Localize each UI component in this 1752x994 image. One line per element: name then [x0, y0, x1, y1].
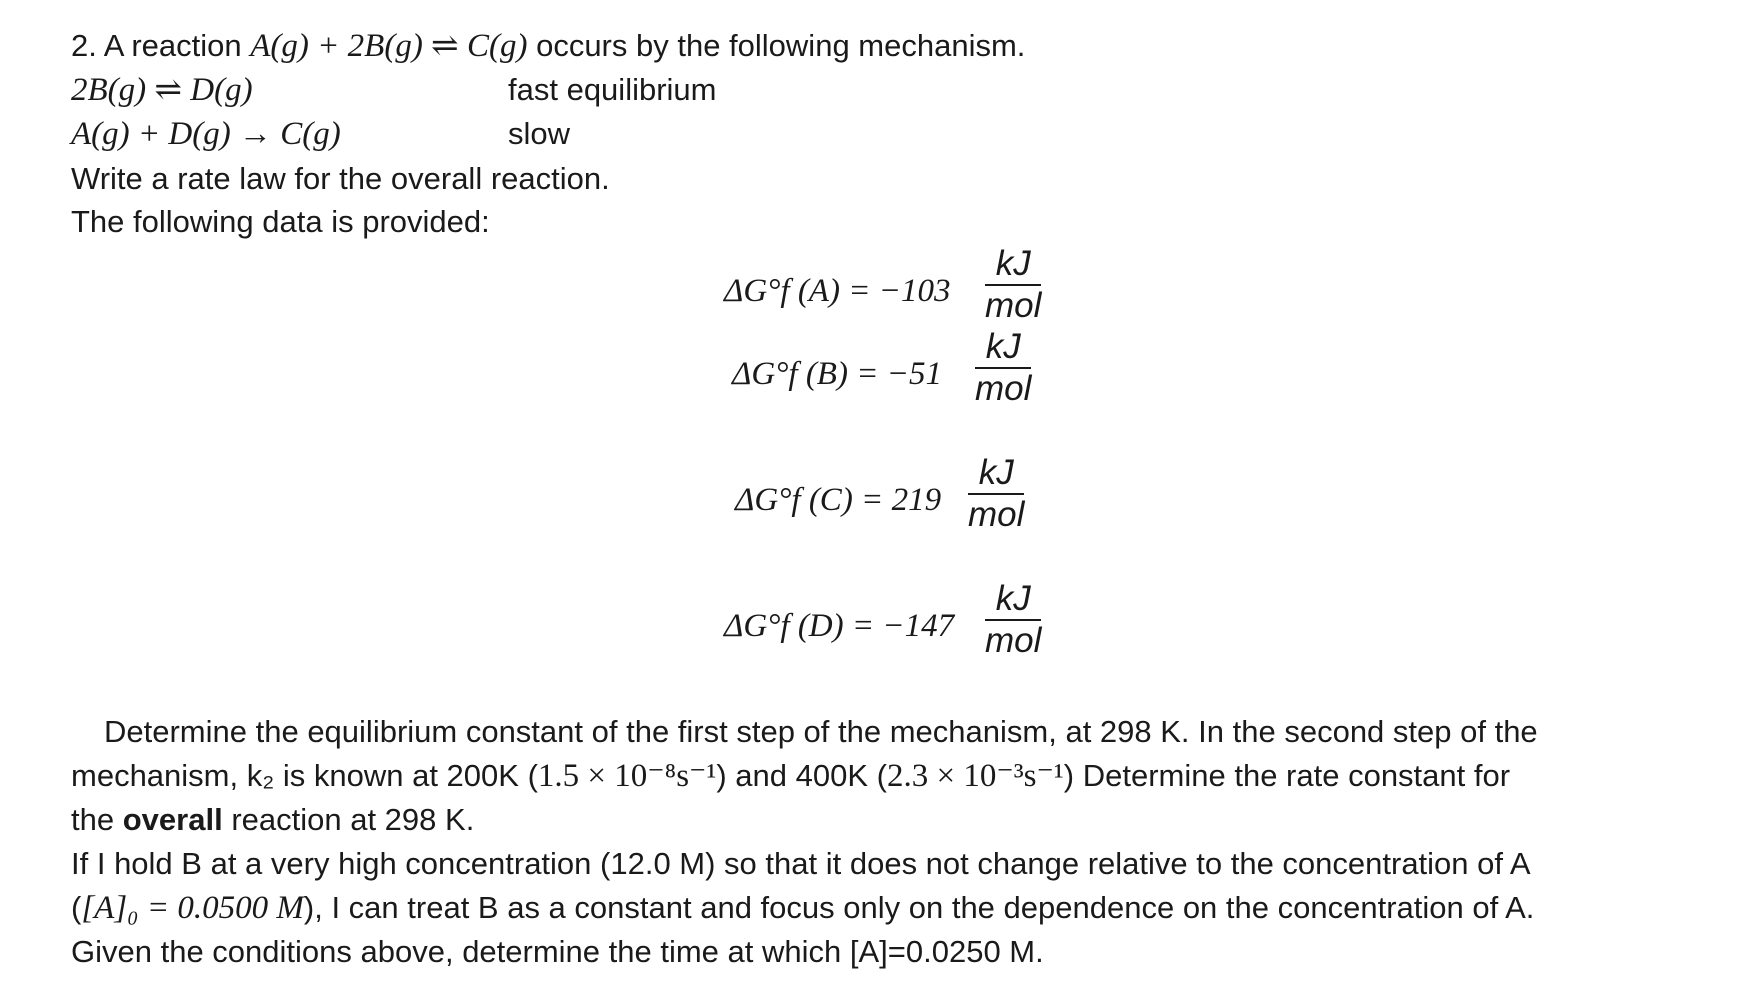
text-the: the: [71, 802, 115, 837]
question-para-1-line-3: [71, 798, 1711, 842]
unit-fraction-d: [985, 579, 1041, 661]
unit-denominator: mol: [985, 286, 1042, 325]
unit-denominator: mol: [975, 369, 1032, 408]
unit-numerator: kJ: [968, 453, 1024, 495]
k2-join-text: ) and 400K (: [716, 758, 887, 793]
k2-end-text: ) Determine the rate constant for: [1063, 758, 1511, 793]
mechanism-step-1-equation: 2B(g) ⇌ D(g): [71, 72, 253, 108]
unit-denominator: mol: [968, 495, 1025, 534]
problem-statement-line: [71, 24, 1025, 68]
problem-number: 2.: [71, 28, 97, 63]
unit-numerator: kJ: [985, 244, 1041, 286]
gibbs-equation-c: [735, 479, 941, 519]
question-para-1-line-1: Determine the equilibrium constant of the first step of the mechanism, at 298 K. In the second step of the: [104, 714, 1538, 749]
unit-fraction-b: [975, 327, 1031, 409]
text-reaction-at: reaction at 298 K.: [231, 802, 475, 837]
bold-overall: overall: [122, 802, 223, 837]
mechanism-step-1-note: fast equilibrium: [508, 72, 717, 107]
gibbs-lhs-b: ΔG°f (B) = −51: [732, 356, 942, 392]
paren-open: (: [71, 890, 82, 925]
k2-at-400k: 2.3 × 10⁻³s⁻¹: [886, 758, 1064, 794]
gibbs-lhs-c: ΔG°f (C) = 219: [735, 482, 942, 518]
gibbs-equation-d: [724, 605, 954, 645]
question-para-2-line-3: Given the conditions above, determine the time at which [A]=0.0250 M.: [71, 934, 1044, 969]
data-intro: The following data is provided:: [71, 204, 490, 239]
unit-fraction-c: [968, 453, 1024, 535]
k2-at-200k: 1.5 × 10⁻⁸s⁻¹: [537, 758, 717, 794]
rate-law-prompt: Write a rate law for the overall reaction.: [71, 161, 610, 196]
unit-numerator: kJ: [985, 579, 1041, 621]
question-para-1-line-2: [71, 754, 1711, 798]
mechanism-step-2-note: slow: [508, 116, 571, 151]
k2-known-text: mechanism, k₂ is known at 200K (: [71, 758, 538, 793]
gibbs-lhs-d: ΔG°f (D) = −147: [724, 608, 955, 644]
gibbs-equation-b: [732, 353, 942, 393]
mechanism-step-2-equation: A(g) + D(g) → C(g): [71, 116, 341, 152]
unit-numerator: kJ: [975, 327, 1031, 369]
intro-text-end: occurs by the following mechanism.: [536, 28, 1026, 63]
overall-reaction-equation: A(g) + 2B(g) ⇌ C(g): [250, 28, 528, 64]
gibbs-lhs-a: ΔG°f (A) = −103: [724, 273, 951, 309]
unit-denominator: mol: [985, 621, 1042, 660]
treat-b-constant-text: ), I can treat B as a constant and focus only on the dependence on the concentration of A.: [303, 890, 1535, 925]
question-para-2-line-2: [71, 886, 1711, 930]
intro-text: A reaction: [103, 28, 242, 63]
initial-concentration-a: [A]₀ = 0.0500 M: [81, 890, 304, 926]
question-para-2-line-1: If I hold B at a very high concentration (12.0 M) so that it does not change relative to the concentration of A: [71, 846, 1531, 881]
gibbs-equation-a: [724, 270, 951, 310]
unit-fraction-a: [985, 244, 1041, 326]
